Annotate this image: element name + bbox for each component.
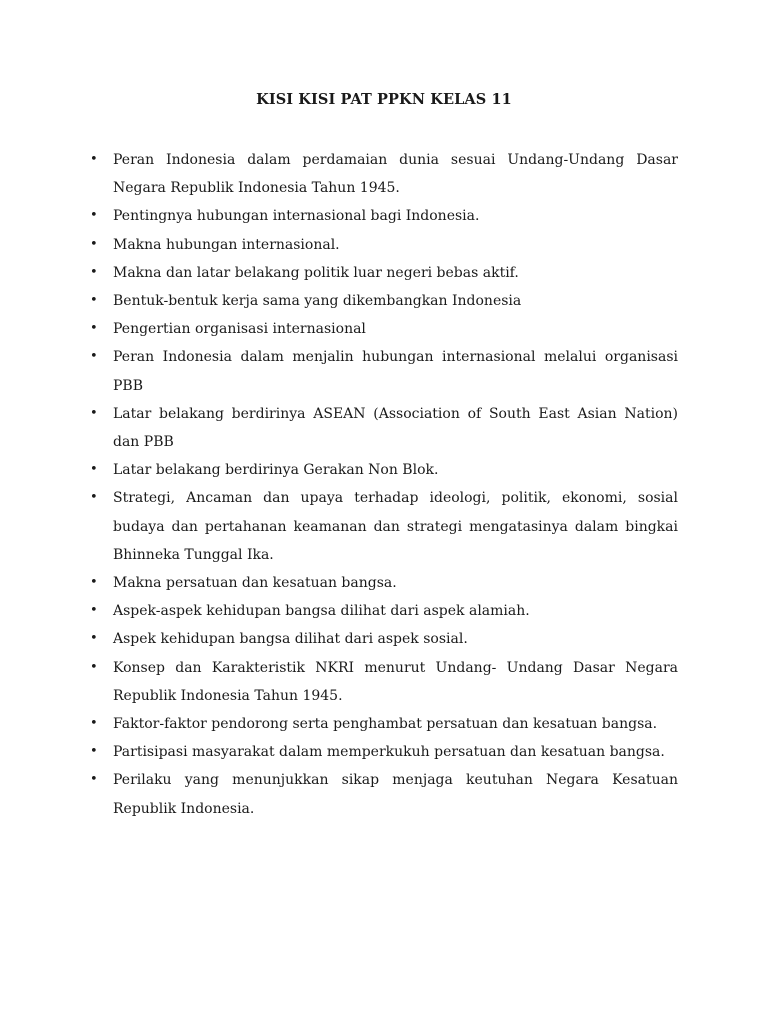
bullet-icon: • <box>90 603 98 619</box>
list-item-text: Pengertian organisasi internasional <box>113 321 366 338</box>
list-item-text: Bentuk-bentuk kerja sama yang dikembangkan Indonesia <box>113 293 522 310</box>
list-item-text: Makna hubungan internasional. <box>113 236 340 253</box>
bullet-icon: • <box>90 152 98 167</box>
list-item <box>88 287 678 315</box>
list-item-text: Strategi, Ancaman dan upaya terhadap ideologi, politik, ekonomi, sosial budaya dan pertahanan keamanan dan strategi mengatasinya dalam bingkai Bhinneka Tunggal Ika. <box>113 490 678 563</box>
bullet-icon: • <box>90 631 98 647</box>
list-item-text: Konsep dan Karakteristik NKRI menurut Undang- Undang Dasar Negara Republik Indonesia Tahun 1945. <box>113 659 678 704</box>
bullet-icon: • <box>90 405 98 421</box>
list-item <box>88 766 678 822</box>
bullet-icon: • <box>90 208 98 224</box>
list-item <box>88 146 678 202</box>
bullet-icon: • <box>90 293 98 309</box>
bullet-icon: • <box>90 575 98 591</box>
bullet-icon: • <box>90 772 98 788</box>
bullet-list <box>88 146 678 823</box>
list-item-text: Partisipasi masyarakat dalam memperkukuh persatuan dan kesatuan bangsa. <box>113 744 665 761</box>
list-item-text: Peran Indonesia dalam perdamaian dunia sesuai Undang-Undang Dasar Negara Republik Indonesia Tahun 1945. <box>113 152 678 197</box>
list-item <box>88 710 678 738</box>
list-item <box>88 259 678 287</box>
bullet-icon: • <box>90 744 98 760</box>
list-item-text: Makna persatuan dan kesatuan bangsa. <box>113 575 397 592</box>
list-item-text: Makna dan latar belakang politik luar negeri bebas aktif. <box>113 264 519 281</box>
bullet-icon: • <box>90 490 98 506</box>
list-item <box>88 654 678 710</box>
bullet-icon: • <box>90 236 98 252</box>
bullet-icon: • <box>90 349 98 365</box>
bullet-icon: • <box>90 264 98 280</box>
document-title: KISI KISI PAT PPKN KELAS 11 <box>256 91 512 108</box>
list-item <box>88 343 678 399</box>
list-item <box>88 315 678 343</box>
list-item-text: Pentingnya hubungan internasional bagi Indonesia. <box>113 208 480 225</box>
list-item <box>88 569 678 597</box>
list-item-text: Perilaku yang menunjukkan sikap menjaga keutuhan Negara Kesatuan Republik Indonesia. <box>113 772 678 817</box>
list-item-text: Latar belakang berdirinya ASEAN (Association of South East Asian Nation) dan PBB <box>113 405 678 451</box>
list-item-text: Latar belakang berdirinya Gerakan Non Blok. <box>113 462 439 479</box>
list-item-text: Aspek-aspek kehidupan bangsa dilihat dari aspek alamiah. <box>113 603 530 620</box>
list-item <box>88 484 678 569</box>
list-item <box>88 738 678 766</box>
list-item-text: Peran Indonesia dalam menjalin hubungan internasional melalui organisasi PBB <box>113 349 678 394</box>
list-item <box>88 400 678 456</box>
list-item <box>88 231 678 259</box>
list-item <box>88 597 678 625</box>
bullet-icon: • <box>90 659 98 675</box>
list-item <box>88 456 678 484</box>
list-item-text: Faktor-faktor pendorong serta penghambat persatuan dan kesatuan bangsa. <box>113 716 658 733</box>
bullet-icon: • <box>90 462 98 478</box>
list-item-text: Aspek kehidupan bangsa dilihat dari aspek sosial. <box>113 631 468 648</box>
list-item <box>88 625 678 653</box>
list-item <box>88 202 678 230</box>
bullet-icon: • <box>90 716 98 732</box>
bullet-icon: • <box>90 321 98 337</box>
